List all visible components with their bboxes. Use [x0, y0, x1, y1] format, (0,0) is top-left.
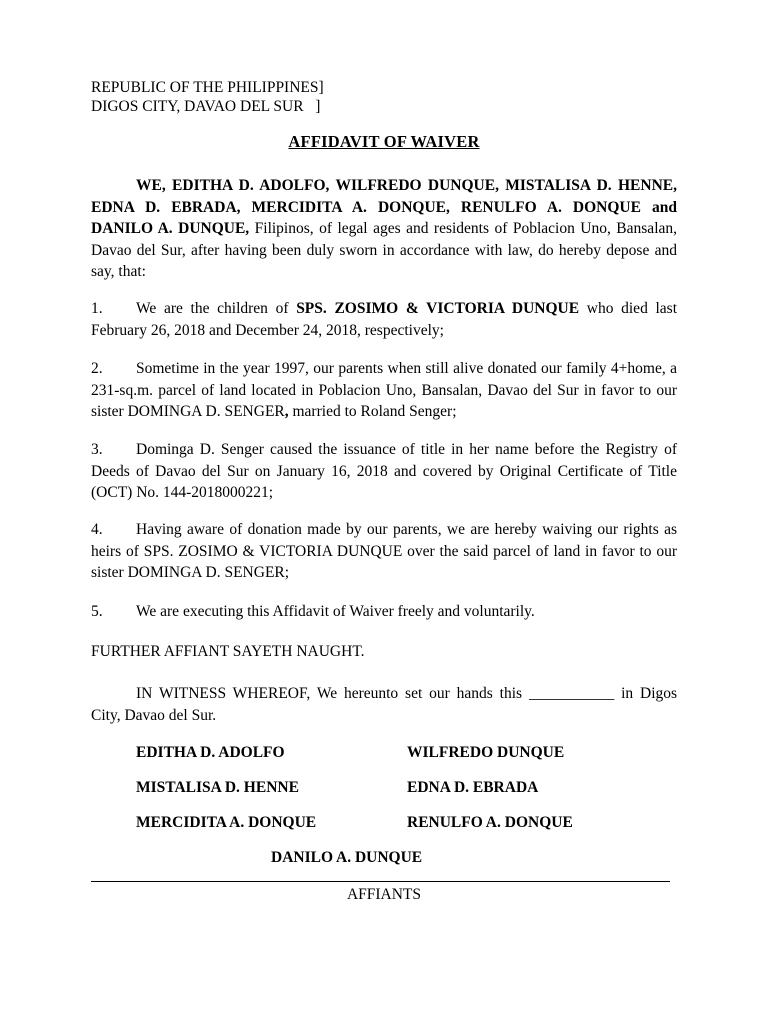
- item-text-tail: who died last February 26, 2018 and December 24, 2018, respectively;: [91, 300, 678, 339]
- item-4: [91, 519, 677, 584]
- item-text: Having aware of donation made by our parents, we are hereby waiving our rights as heirs of SPS. ZOSIMO & VICTORIA DUNQUE over the said parcel of land in favor to our sister DOMINGA D. SENGER;: [91, 521, 677, 581]
- item-2: [91, 358, 677, 423]
- signatory-name: DANILO A. DUNQUE: [271, 849, 423, 866]
- item-number: 1.: [91, 300, 103, 317]
- date-blank: ___________: [528, 685, 615, 702]
- signatory-name: MISTALISA D. HENNE: [136, 779, 299, 796]
- item-text-tail: married to Roland Senger;: [288, 403, 457, 420]
- item-number: 5.: [91, 603, 103, 620]
- item-number: 3.: [91, 441, 103, 458]
- witness-text: IN WITNESS WHEREOF, We hereunto set our hands this: [136, 685, 523, 702]
- item-3: [91, 439, 677, 504]
- venue-block: [91, 78, 324, 116]
- affiant-names: WE, EDITHA D. ADOLFO, WILFREDO DUNQUE, MISTALISA D. HENNE, EDNA D. EBRADA, MERCIDITA A. DONQUE, RENULFO A. DONQUE and DANILO A. DUNQUE,: [91, 177, 677, 237]
- witness-paragraph: [91, 683, 677, 726]
- item-number: 4.: [91, 521, 103, 538]
- item-text: We are the children of: [136, 300, 297, 317]
- affiants-label: AFFIANTS: [346, 886, 422, 903]
- signatory-name: WILFREDO DUNQUE: [407, 744, 565, 761]
- signatory-name: EDITHA D. ADOLFO: [136, 744, 285, 761]
- item-text: We are executing this Affidavit of Waiver freely and voluntarily.: [136, 603, 535, 620]
- venue-line-1: REPUBLIC OF THE PHILIPPINES]: [91, 79, 324, 96]
- venue-line-2: DIGOS CITY, DAVAO DEL SUR ]: [91, 98, 321, 115]
- item-number: 2.: [91, 360, 103, 377]
- signatory-name: EDNA D. EBRADA: [407, 779, 539, 796]
- further-affiant-line: FURTHER AFFIANT SAYETH NAUGHT.: [91, 643, 365, 660]
- signatory-name: RENULFO A. DONQUE: [407, 814, 573, 831]
- document-title: AFFIDAVIT OF WAIVER: [288, 132, 480, 151]
- intro-text: Filipinos, of legal ages and residents of Poblacion Uno, Bansalan, Davao del Sur, after having been duly sworn in accordance with law, do hereby depose and say, that:: [91, 220, 678, 280]
- item-bold-text: ,: [284, 403, 289, 420]
- item-text: Sometime in the year 1997, our parents when still alive donated our family 4+home, a 231-sq.m. parcel of land located in Poblacion Uno, Bansalan, Davao del Sur in favor to our sister DOMINGA D. SENGER: [91, 360, 677, 420]
- witness-text-tail: in Digos City, Davao del Sur.: [91, 685, 678, 724]
- signatory-name: MERCIDITA A. DONQUE: [136, 814, 317, 831]
- item-1: [91, 298, 677, 341]
- intro-paragraph: [91, 175, 677, 283]
- item-5: [91, 601, 677, 623]
- signature-line: [91, 881, 670, 882]
- item-text: Dominga D. Senger caused the issuance of title in her name before the Registry of Deeds of Davao del Sur on January 16, 2018 and covered by Original Certificate of Title (OCT) No. 144-2018000221;: [91, 441, 677, 501]
- item-bold-text: SPS. ZOSIMO & VICTORIA DUNQUE: [296, 300, 580, 317]
